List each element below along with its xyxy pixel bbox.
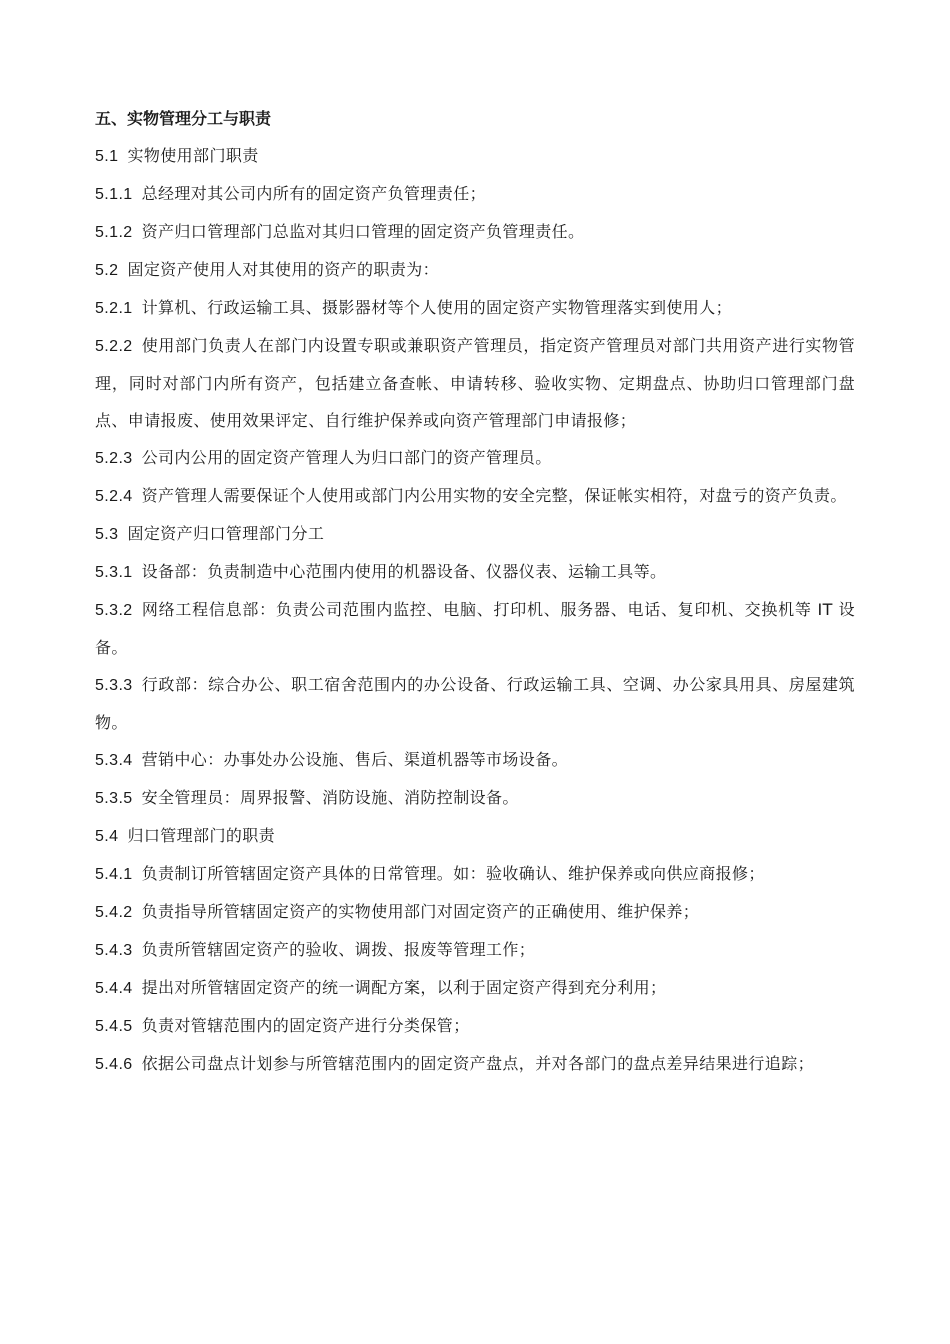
section-heading: 五、实物管理分工与职责	[95, 109, 272, 128]
paragraph-5-3-4	[95, 741, 855, 779]
paragraph-number: 5.2.1	[95, 300, 133, 317]
paragraph-text: 负责指导所管辖固定资产的实物使用部门对固定资产的正确使用、维护保养；	[141, 902, 700, 921]
paragraph-text: 依据公司盘点计划参与所管辖范围内的固定资产盘点，并对各部门的盘点差异结果进行追踪；	[141, 1054, 814, 1073]
paragraph-number: 5.4	[95, 828, 119, 845]
paragraph-number: 5.4.2	[95, 904, 133, 921]
paragraph-text: 使用部门负责人在部门内设置专职或兼职资产管理员，指定资产管理员对部门共用资产进行实物管理，同时对部门内所有资产，包括建立备查帐、申请转移、验收实物、定期盘点、协助归口管理部门盘点、申请报废、使用效果评定、自行维护保养或向资产管理部门申请报修；	[95, 336, 855, 430]
paragraph-5-3-3	[95, 666, 855, 741]
paragraph-5-1-2	[95, 213, 855, 251]
paragraph-number: 5.3.1	[95, 564, 133, 581]
paragraph-text: 提出对所管辖固定资产的统一调配方案，以利于固定资产得到充分利用；	[141, 978, 667, 997]
paragraph-number: 5.3	[95, 526, 119, 543]
document-body	[95, 100, 855, 1083]
paragraph-number: 5.4.3	[95, 942, 133, 959]
paragraph-5-4-6	[95, 1045, 855, 1083]
paragraph-text: 负责对管辖范围内的固定资产进行分类保管；	[141, 1016, 470, 1035]
paragraph-text: 负责制订所管辖固定资产具体的日常管理。如：验收确认、维护保养或向供应商报修；	[141, 864, 765, 883]
paragraph-number: 5.2.4	[95, 488, 133, 505]
paragraph-5-4-4	[95, 969, 855, 1007]
paragraph-text: 负责所管辖固定资产的验收、调拨、报废等管理工作；	[141, 940, 536, 959]
paragraph-number: 5.3.3	[95, 677, 133, 694]
paragraph-text: 公司内公用的固定资产管理人为归口部门的资产管理员。	[141, 448, 552, 467]
paragraph-text: 归口管理部门的职责	[127, 826, 276, 845]
paragraph-5-4	[95, 817, 855, 855]
paragraph-text: 固定资产归口管理部门分工	[127, 524, 325, 543]
paragraph-5-4-3	[95, 931, 855, 969]
paragraph-number: 5.4.6	[95, 1056, 133, 1073]
paragraph-5-2-3	[95, 439, 855, 477]
paragraph-5-2	[95, 251, 855, 289]
paragraph-5-1	[95, 137, 855, 175]
paragraph-5-2-1	[95, 289, 855, 327]
paragraph-text: 安全管理员：周界报警、消防设施、消防控制设备。	[141, 788, 519, 807]
paragraph-number: 5.4.1	[95, 866, 133, 883]
paragraph-number: 5.2.3	[95, 450, 133, 467]
paragraph-text: 设备部：负责制造中心范围内使用的机器设备、仪器仪表、运输工具等。	[141, 562, 667, 581]
paragraph-text: 实物使用部门职责	[127, 146, 259, 165]
paragraph-text: 资产归口管理部门总监对其归口管理的固定资产负管理责任。	[141, 222, 585, 241]
paragraph-5-4-5	[95, 1007, 855, 1045]
paragraph-5-4-1	[95, 855, 855, 893]
paragraph-5-2-2	[95, 327, 855, 439]
paragraph-5-2-4	[95, 477, 855, 515]
paragraph-text: 行政部：综合办公、职工宿舍范围内的办公设备、行政运输工具、空调、办公家具用具、房屋建筑物。	[95, 675, 855, 732]
paragraph-text: 网络工程信息部：负责公司范围内监控、电脑、打印机、服务器、电话、复印机、交换机等 IT 设备。	[95, 600, 855, 657]
paragraph-number: 5.2.2	[95, 338, 133, 355]
paragraph-text: 固定资产使用人对其使用的资产的职责为：	[127, 260, 440, 279]
paragraph-5-3-5	[95, 779, 855, 817]
paragraph-number: 5.4.4	[95, 980, 133, 997]
paragraph-number: 5.3.4	[95, 752, 133, 769]
paragraph-5-3	[95, 515, 855, 553]
paragraph-number: 5.3.2	[95, 602, 133, 619]
paragraph-text: 计算机、行政运输工具、摄影器材等个人使用的固定资产实物管理落实到使用人；	[141, 298, 732, 317]
paragraph-text: 营销中心：办事处办公设施、售后、渠道机器等市场设备。	[141, 750, 568, 769]
paragraph-number: 5.1.1	[95, 186, 133, 203]
paragraph-number: 5.1	[95, 148, 119, 165]
paragraph-5-4-2	[95, 893, 855, 931]
paragraph-text: 资产管理人需要保证个人使用或部门内公用实物的安全完整，保证帐实相符，对盘亏的资产负责。	[141, 486, 847, 505]
paragraph-number: 5.2	[95, 262, 119, 279]
paragraph-number: 5.1.2	[95, 224, 133, 241]
paragraph-5-1-1	[95, 175, 855, 213]
paragraph-number: 5.4.5	[95, 1018, 133, 1035]
paragraph-number: 5.3.5	[95, 790, 133, 807]
paragraph-text: 总经理对其公司内所有的固定资产负管理责任；	[141, 184, 486, 203]
paragraph-5-3-2	[95, 591, 855, 666]
paragraph-5-3-1	[95, 553, 855, 591]
